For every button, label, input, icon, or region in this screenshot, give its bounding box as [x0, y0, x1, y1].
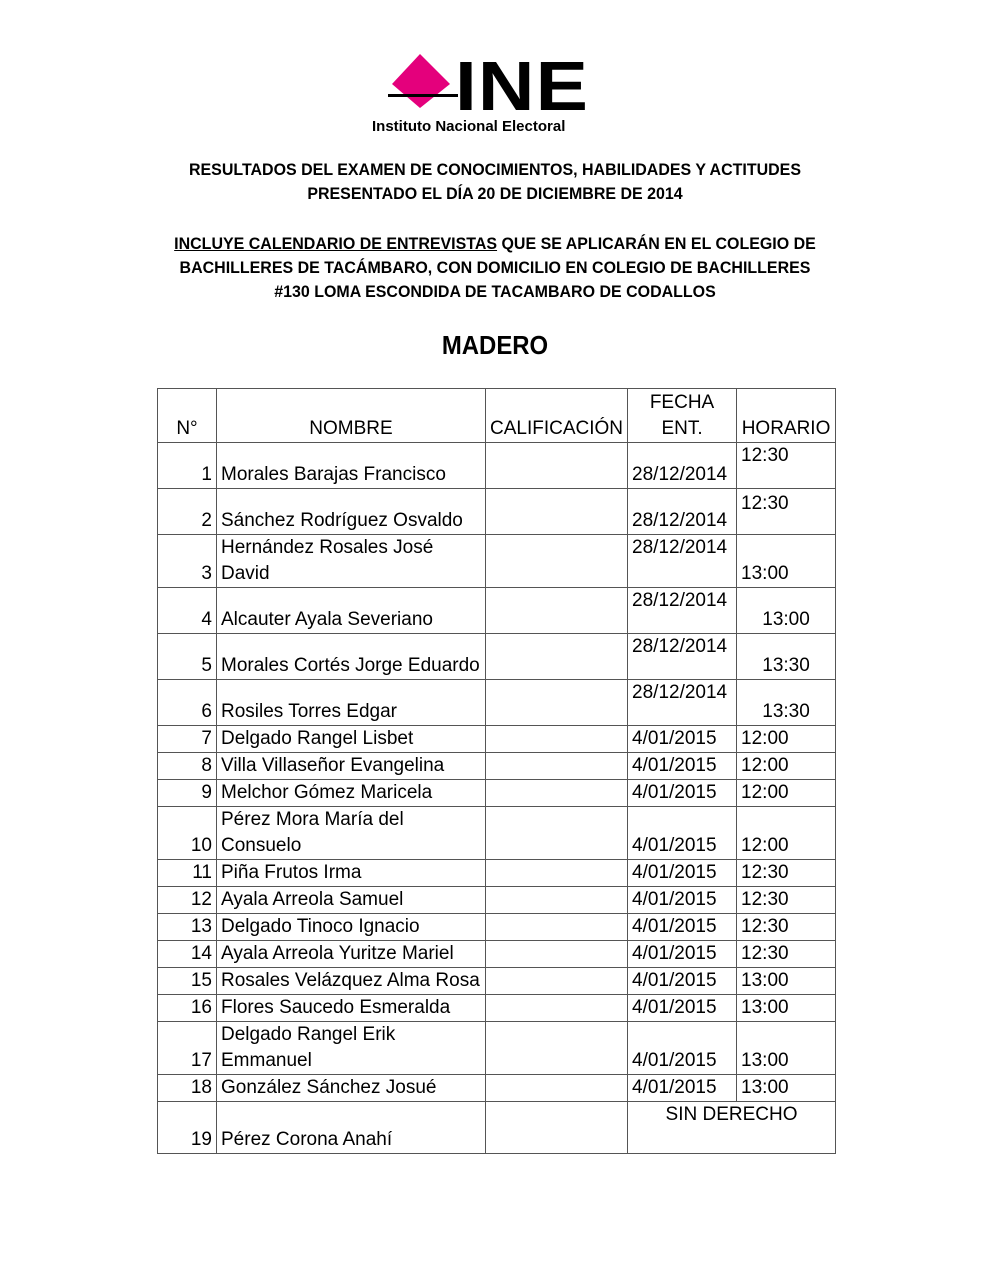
- document-subtitle: [30, 232, 961, 304]
- section-heading: MADERO: [441, 330, 549, 360]
- subtitle-line-2: BACHILLERES DE TACÁMBARO, CON DOMICILIO EN COLEGIO DE BACHILLERES: [179, 258, 811, 277]
- cell-name: Piña Frutos Irma: [217, 860, 486, 887]
- table-row: [158, 753, 836, 780]
- table-row: [158, 535, 836, 588]
- cell-date: 4/01/2015: [628, 995, 737, 1022]
- table-row: [158, 726, 836, 753]
- ine-logo-ballot-icon: [388, 54, 458, 114]
- cell-time: 12:30: [737, 887, 836, 914]
- table-row: [158, 860, 836, 887]
- cell-name: Melchor Gómez Maricela: [217, 780, 486, 807]
- cell-score: [486, 780, 628, 807]
- cell-number: 14: [158, 941, 217, 968]
- ine-logo-wordmark: INE: [455, 47, 590, 125]
- cell-no-right-note: SIN DERECHO: [628, 1102, 836, 1154]
- table-row: [158, 941, 836, 968]
- cell-name: Ayala Arreola Samuel: [217, 887, 486, 914]
- cell-score: [486, 680, 628, 726]
- table-row: [158, 780, 836, 807]
- cell-date: 4/01/2015: [628, 780, 737, 807]
- cell-time: 12:30: [737, 941, 836, 968]
- cell-name: Rosiles Torres Edgar: [217, 680, 486, 726]
- table-row: [158, 588, 836, 634]
- table-row: [158, 887, 836, 914]
- cell-score: [486, 1075, 628, 1102]
- results-table: [157, 388, 836, 1154]
- cell-time: 13:00: [737, 995, 836, 1022]
- table-row: [158, 968, 836, 995]
- cell-name: Morales Cortés Jorge Eduardo: [217, 634, 486, 680]
- cell-number: 11: [158, 860, 217, 887]
- cell-name: [217, 1022, 486, 1075]
- cell-number: 10: [158, 807, 217, 860]
- header-score: CALIFICACIÓN: [486, 389, 628, 443]
- cell-date: 28/12/2014: [628, 443, 737, 489]
- cell-date: 4/01/2015: [628, 914, 737, 941]
- cell-score: [486, 1022, 628, 1075]
- header-time: HORARIO: [737, 389, 836, 443]
- cell-date: 4/01/2015: [628, 1075, 737, 1102]
- cell-date: 28/12/2014: [628, 588, 737, 634]
- subtitle-line-3: #130 LOMA ESCONDIDA DE TACAMBARO DE CODALLOS: [274, 282, 716, 301]
- cell-number: 2: [158, 489, 217, 535]
- title-line-2: PRESENTADO EL DÍA 20 DE DICIEMBRE DE 2014: [307, 184, 683, 203]
- cell-score: [486, 941, 628, 968]
- cell-date: 4/01/2015: [628, 1022, 737, 1075]
- cell-date: 4/01/2015: [628, 968, 737, 995]
- header-name: NOMBRE: [217, 389, 486, 443]
- cell-score: [486, 535, 628, 588]
- cell-number: 4: [158, 588, 217, 634]
- cell-score: [486, 489, 628, 535]
- cell-time: 13:00: [737, 535, 836, 588]
- cell-score: [486, 726, 628, 753]
- table-row: [158, 1022, 836, 1075]
- cell-score: [486, 887, 628, 914]
- ine-logo-subtitle: Instituto Nacional Electoral: [372, 118, 566, 135]
- header-date-line-1: FECHA: [649, 392, 715, 413]
- cell-time: 13:00: [737, 588, 836, 634]
- subtitle-line-1: [30, 232, 961, 256]
- cell-name: Pérez Corona Anahí: [217, 1102, 486, 1154]
- cell-date: 28/12/2014: [628, 634, 737, 680]
- cell-name: Villa Villaseñor Evangelina: [217, 753, 486, 780]
- cell-name: Delgado Tinoco Ignacio: [217, 914, 486, 941]
- cell-time: 12:00: [737, 780, 836, 807]
- cell-date: 4/01/2015: [628, 726, 737, 753]
- cell-date: 28/12/2014: [628, 535, 737, 588]
- title-line-1: RESULTADOS DEL EXAMEN DE CONOCIMIENTOS, HABILIDADES Y ACTITUDES: [188, 160, 802, 179]
- cell-number: 7: [158, 726, 217, 753]
- cell-name: Delgado Rangel Lisbet: [217, 726, 486, 753]
- cell-time: 12:30: [737, 443, 836, 489]
- cell-time: 12:00: [737, 807, 836, 860]
- cell-number: 18: [158, 1075, 217, 1102]
- header-date-line-2: ENT.: [661, 418, 703, 439]
- cell-score: [486, 753, 628, 780]
- cell-name: Sánchez Rodríguez Osvaldo: [217, 489, 486, 535]
- cell-name: Alcauter Ayala Severiano: [217, 588, 486, 634]
- cell-name-line-2: David: [221, 563, 270, 584]
- cell-score: [486, 807, 628, 860]
- cell-name: [217, 807, 486, 860]
- cell-date: 28/12/2014: [628, 489, 737, 535]
- cell-name-line-1: Hernández Rosales José: [221, 537, 434, 558]
- cell-time: 13:30: [737, 680, 836, 726]
- cell-date: 28/12/2014: [628, 680, 737, 726]
- cell-number: 8: [158, 753, 217, 780]
- cell-date: 4/01/2015: [628, 941, 737, 968]
- table-header-row: [158, 389, 836, 443]
- table-row: [158, 914, 836, 941]
- cell-name-line-1: Pérez Mora María del: [221, 809, 404, 830]
- cell-score: [486, 588, 628, 634]
- cell-score: [486, 634, 628, 680]
- cell-number: 19: [158, 1102, 217, 1154]
- cell-date: 4/01/2015: [628, 807, 737, 860]
- cell-time: 12:30: [737, 914, 836, 941]
- cell-score: [486, 860, 628, 887]
- document-title: [30, 158, 961, 206]
- cell-name-line-2: Consuelo: [221, 835, 302, 856]
- subtitle-rest: QUE SE APLICARÁN EN EL COLEGIO DE: [497, 234, 816, 253]
- cell-time: 12:00: [737, 753, 836, 780]
- cell-name: Morales Barajas Francisco: [217, 443, 486, 489]
- cell-time-value: 12:30: [741, 493, 789, 514]
- cell-name-line-2: Emmanuel: [221, 1050, 312, 1071]
- table-row: [158, 680, 836, 726]
- table-row: [158, 1075, 836, 1102]
- cell-score: [486, 968, 628, 995]
- cell-number: 12: [158, 887, 217, 914]
- cell-number: 5: [158, 634, 217, 680]
- cell-name: González Sánchez Josué: [217, 1075, 486, 1102]
- header-number: N°: [158, 389, 217, 443]
- table-row: [158, 807, 836, 860]
- cell-number: 15: [158, 968, 217, 995]
- cell-score: [486, 443, 628, 489]
- cell-time: 13:00: [737, 1075, 836, 1102]
- cell-time: 13:00: [737, 1022, 836, 1075]
- cell-date: 4/01/2015: [628, 887, 737, 914]
- header-date: [628, 389, 737, 443]
- table-row: [158, 443, 836, 489]
- cell-number: 6: [158, 680, 217, 726]
- table-row: [158, 1102, 836, 1154]
- cell-score: [486, 995, 628, 1022]
- cell-name: [217, 535, 486, 588]
- cell-date: 4/01/2015: [628, 860, 737, 887]
- cell-name: Ayala Arreola Yuritze Mariel: [217, 941, 486, 968]
- cell-name: Flores Saucedo Esmeralda: [217, 995, 486, 1022]
- subtitle-underlined: INCLUYE CALENDARIO DE ENTREVISTAS: [174, 234, 498, 253]
- cell-date: 4/01/2015: [628, 753, 737, 780]
- table-row: [158, 995, 836, 1022]
- cell-score: [486, 1102, 628, 1154]
- cell-time: 12:30: [737, 860, 836, 887]
- cell-number: 3: [158, 535, 217, 588]
- cell-number: 16: [158, 995, 217, 1022]
- table-row: [158, 634, 836, 680]
- cell-time: 12:00: [737, 726, 836, 753]
- cell-time: 13:30: [737, 634, 836, 680]
- cell-number: 17: [158, 1022, 217, 1075]
- cell-number: 1: [158, 443, 217, 489]
- cell-score: [486, 914, 628, 941]
- cell-time: 13:00: [737, 968, 836, 995]
- cell-name-line-1: Delgado Rangel Erik: [221, 1024, 396, 1045]
- table-row: [158, 489, 836, 535]
- cell-time: [737, 489, 836, 535]
- cell-number: 9: [158, 780, 217, 807]
- cell-number: 13: [158, 914, 217, 941]
- cell-name: Rosales Velázquez Alma Rosa: [217, 968, 486, 995]
